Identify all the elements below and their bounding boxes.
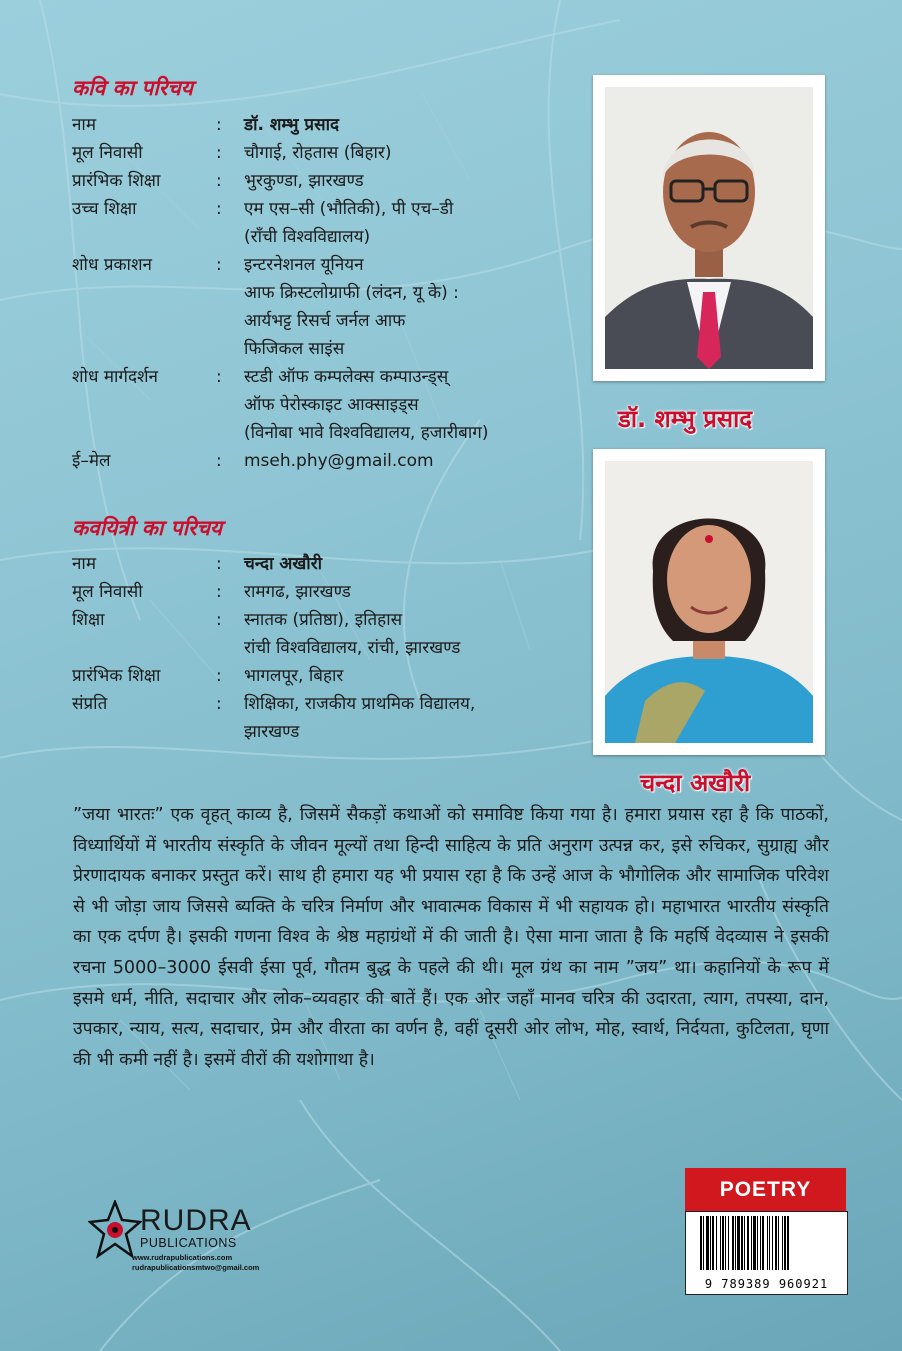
bio-value: डॉ. शम्भु प्रसाद — [244, 115, 339, 135]
publisher-logo — [88, 1196, 288, 1276]
barcode-bar — [782, 1216, 783, 1270]
bio-colon: : — [216, 367, 222, 387]
bio-colon: : — [216, 694, 222, 714]
barcode-bar — [712, 1216, 714, 1270]
poetess-section-heading: कवयित्री का परिचय — [72, 516, 223, 540]
barcode-bar — [775, 1216, 777, 1270]
bio-value-continuation: झारखण्ड — [244, 722, 300, 742]
barcode-bar — [753, 1216, 756, 1270]
barcode-bar — [772, 1216, 773, 1270]
bio-value-continuation: आफ क्रिस्टलोग्राफी (लंदन, यू के) : — [244, 283, 459, 303]
bio-value: स्नातक (प्रतिष्ठा), इतिहास — [244, 610, 403, 630]
bio-colon: : — [216, 199, 222, 219]
barcode-bar — [716, 1216, 717, 1270]
barcode-bar — [769, 1216, 770, 1270]
barcode-bar — [767, 1216, 768, 1270]
bio-label: नाम — [72, 554, 97, 574]
bio-value: शिक्षिका, राजकीय प्राथमिक विद्यालय, — [244, 694, 476, 714]
bio-label: शोध प्रकाशन — [72, 255, 152, 275]
barcode-bar — [710, 1216, 711, 1270]
bio-label: संप्रति — [72, 694, 108, 714]
bio-value: भुरकुण्डा, झारखण्ड — [244, 171, 364, 191]
bio-label: उच्च शिक्षा — [72, 199, 137, 219]
bio-colon: : — [216, 255, 222, 275]
bio-colon: : — [216, 666, 222, 686]
bio-value-continuation: रांची विश्वविद्यालय, रांची, झारखण्ड — [244, 638, 461, 658]
bio-label: शिक्षा — [72, 610, 105, 630]
poet-photo — [593, 75, 825, 381]
bio-label: प्रारंभिक शिक्षा — [72, 666, 161, 686]
bio-value: चन्दा अखौरी — [244, 554, 323, 574]
barcode-bar — [741, 1216, 743, 1270]
bio-label: शोध मार्गदर्शन — [72, 367, 158, 387]
publisher-name: RUDRA — [140, 1204, 252, 1237]
barcode-bar — [747, 1216, 749, 1270]
bio-label: मूल निवासी — [72, 582, 143, 602]
poet-photo-caption: डॉ. शम्भु प्रसाद — [618, 405, 753, 433]
bio-label: प्रारंभिक शिक्षा — [72, 171, 161, 191]
barcode-bar — [751, 1216, 752, 1270]
barcode-bar — [706, 1216, 709, 1270]
bio-value: रामगढ, झारखण्ड — [244, 582, 351, 602]
barcode-bar — [737, 1216, 740, 1270]
publisher-subtitle: PUBLICATIONS — [140, 1236, 237, 1250]
barcode-bar — [778, 1216, 779, 1270]
bio-colon: : — [216, 610, 222, 630]
isbn-number: 9 789389 960921 — [704, 1277, 829, 1291]
bio-value-continuation: आर्यभट्ट रिसर्च जर्नल आफ — [244, 311, 406, 331]
barcode-bar — [700, 1216, 702, 1270]
barcode-bar — [760, 1216, 761, 1270]
barcode-bar — [735, 1216, 736, 1270]
publisher-email: rudrapublicationsmtwo@gmail.com — [132, 1263, 260, 1272]
book-description: ”जया भारतः” एक वृहत् काव्य है, जिसमें सैकड़ों कथाओं को समाविष्ट किया गया है। हमारा प्रयास रहा है कि पाठकों, विध्यार्थियों में भारतीय संस्कृति के जीवन मूल्यों तथा हिन्दी साहित्य के प्रति अनुराग उत्पन्न कर, इसे रुचिकर, सुग्राह्य और प्रेरणादायक बनाकर प्रस्तुत करें। साथ ही हमारा यह भी प्रयास रहा है कि उन्हें आज के भौगोलिक और सामाजिक परिवेश से भी जोड़ा जाय जिससे ब्यक्ति के चरित्र निर्माण और भावात्मक विकास में भी सहायक हो। महाभारत भारतीय संस्कृति का एक दर्पण है। इसकी गणना विश्व के श्रेष्ठ महाग्रंथों में की जाती है। ऐसा माना जाता है कि महर्षि वेदव्यास ने इसकी रचना 5000–3000 ईसवी ईसा पूर्व, गौतम बुद्ध के पहले की थी। मूल ग्रंथ का नाम ”जय” था। कहानियों के रूप में इसमे धर्म, नीति, सदाचार और लोक–व्यवहार की बातें हैं। एक ओर जहाँ मानव चरित्र की उदारता, त्याग, तपस्या, दान, उपकार, न्याय, सत्य, सदाचार, प्रेम और वीरता का वर्णन है, वहीं दूसरी ओर लोभ, मोह, स्वार्थ, निर्दयता, कुटिलता, घृणा की भी कमी नहीं है। इसमें वीरों की यशोगाथा है। — [73, 805, 829, 1070]
poet-section-heading: कवि का परिचय — [72, 76, 193, 100]
poetess-portrait-image — [605, 461, 813, 743]
barcode-bar — [757, 1216, 758, 1270]
bio-colon: : — [216, 115, 222, 135]
poetess-photo-caption: चन्दा अखौरी — [640, 769, 751, 797]
bio-label: नाम — [72, 115, 97, 135]
publisher-website: www.rudrapublications.com — [132, 1253, 233, 1262]
barcode-bar — [728, 1216, 729, 1270]
bio-colon: : — [216, 171, 222, 191]
bio-label: मूल निवासी — [72, 143, 143, 163]
barcode-bars-icon — [686, 1216, 847, 1278]
poet-portrait-image — [605, 87, 813, 369]
barcode-bar — [725, 1216, 726, 1270]
bio-value: इन्टरनेशनल यूनियन — [244, 255, 364, 275]
bio-value: mseh.phy@gmail.com — [244, 451, 434, 471]
barcode-bar — [744, 1216, 745, 1270]
bio-value: भागलपूर, बिहार — [244, 666, 344, 686]
poetess-photo — [593, 449, 825, 755]
barcode-bar — [787, 1216, 789, 1270]
genre-badge: POETRY — [685, 1168, 846, 1211]
barcode-bar — [732, 1216, 734, 1270]
isbn-barcode — [685, 1211, 848, 1295]
bio-value-continuation: (राँची विश्वविद्यालय) — [244, 227, 371, 247]
bio-colon: : — [216, 582, 222, 602]
bio-label: ई–मेल — [72, 451, 111, 471]
barcode-bar — [784, 1216, 786, 1270]
bio-value-continuation: ऑफ पेरोस्काइट आक्साइड्स — [244, 395, 419, 415]
barcode-bar — [720, 1216, 721, 1270]
barcode-bar — [762, 1216, 764, 1270]
bio-value-continuation: फिजिकल साइंस — [244, 339, 345, 359]
barcode-bar — [703, 1216, 704, 1270]
bio-colon: : — [216, 143, 222, 163]
bio-value: स्टडी ऑफ कम्पलेक्स कम्पाउन्ड्स् — [244, 367, 449, 387]
bio-value-continuation: (विनोबा भावे विश्वविद्यालय, हजारीबाग) — [244, 423, 489, 443]
bio-colon: : — [216, 554, 222, 574]
bio-colon: : — [216, 451, 222, 471]
bio-value: चौगाई, रोहतास (बिहार) — [244, 143, 392, 163]
barcode-bar — [722, 1216, 724, 1270]
bio-value: एम एस–सी (भौतिकी), पी एच–डी — [244, 199, 454, 219]
